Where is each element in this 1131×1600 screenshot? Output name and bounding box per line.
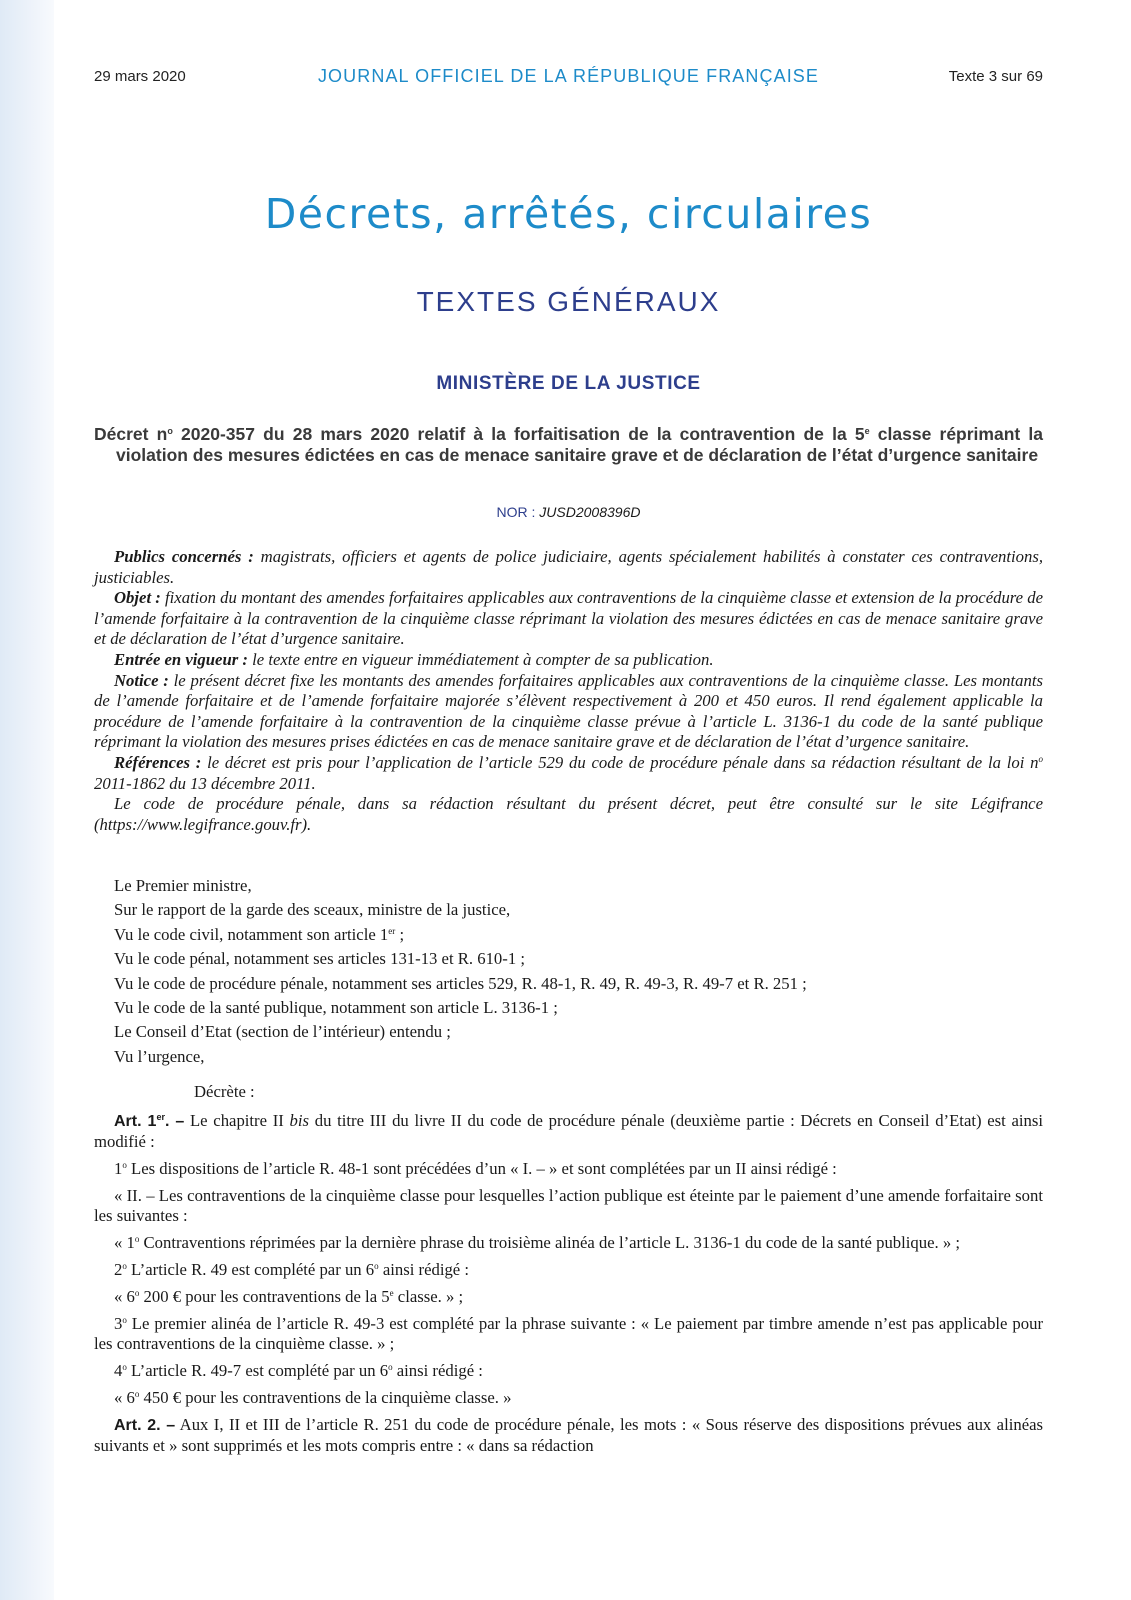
notice-paragraph-notice <box>94 671 1043 753</box>
page-margin-band <box>0 0 54 1600</box>
subsection-title: TEXTES GÉNÉRAUX <box>416 286 721 317</box>
notice-paragraph-legifrance <box>94 794 1043 835</box>
superscript: o <box>122 1261 127 1271</box>
visa-line: Le Premier ministre, <box>114 876 252 895</box>
article-text: 2 <box>114 1260 123 1279</box>
article-text: Aux I, II et III de l’article R. 251 du code de procédure pénale, les mots : « Sous réserve des dispositions prévues aux alinéas suivants et » sont supprimés et les mots compris entre : « dans sa rédaction <box>94 1415 1044 1455</box>
article-paragraph <box>94 1260 1043 1280</box>
notice-text: magistrats, officiers et agents de police judiciaire, agents spécialement habilités à constater ces contraventions, justiciables. <box>94 547 1043 587</box>
notice-text: le texte entre en vigueur immédiatement à compter de sa publication. <box>247 649 714 669</box>
article-text: 200 € pour les contraventions de la 5 <box>139 1287 390 1306</box>
notice-paragraph-entree <box>94 650 1043 671</box>
superscript: o <box>167 426 173 436</box>
article-1-intro <box>94 1111 1043 1152</box>
notice-paragraph-publics <box>94 547 1043 588</box>
publication-date: 29 mars 2020 <box>94 68 186 85</box>
superscript: o <box>122 1315 127 1325</box>
superscript: o <box>388 1362 393 1372</box>
visa-line: Le Conseil d’Etat (section de l’intérieur) entendu ; <box>114 1022 451 1042</box>
ministry-heading: MINISTÈRE DE LA JUSTICE <box>436 373 701 394</box>
notice-label: Publics concernés : <box>114 547 254 566</box>
superscript: er <box>388 925 396 936</box>
article-label <box>114 1113 184 1130</box>
articles-block <box>94 1111 1043 1463</box>
notice-label: Notice : <box>114 670 169 690</box>
notice-paragraph-references <box>94 753 1043 794</box>
notice-text: fixation du montant des amendes forfaitaires applicables aux contraventions de la cinquième classe et extension de la procédure de l’amende forfaitaire à la contravention de la cinquième classe réprimant la violation des mesures édictées en cas de menace sanitaire grave et de déclaration de l’état d’urgence sanitaire. <box>94 588 1044 649</box>
decree-title-part: Décret n <box>94 424 168 444</box>
decrete-formula: Décrète : <box>194 1082 255 1101</box>
superscript: er <box>156 1112 165 1122</box>
article-text: « 1 <box>114 1233 135 1252</box>
page-indicator: Texte 3 sur 69 <box>948 68 1043 85</box>
article-text: Contraventions réprimées par la dernière phrase du troisième alinéa de l’article L. 3136-1 du code de la santé publique. » ; <box>139 1233 960 1252</box>
visa-line: Vu le code de la santé publique, notamment son article L. 3136-1 ; <box>114 998 558 1018</box>
visa-text: Vu le code civil, notamment son article 1 <box>114 924 389 944</box>
article-paragraph: « II. – Les contraventions de la cinquième classe pour lesquelles l’action publique est éteinte par le paiement d’une amende forfaitaire sont les suivantes : <box>94 1186 1043 1225</box>
notice-text: le présent décret fixe les montants des amendes forfaitaires applicables aux contraventions de la cinquième classe. Les montants de l’amende forfaitaire et de l’amende forfaitaire majorée s’élèvent respectivement à 200 et 450 euros. Il rend également applicable la procédure de l’amende forfaitaire à la contravention de la cinquième classe prévue à l’article L. 3136-1 du code de la santé publique réprimant la violation des mesures prises édictées en cas de menace sanitaire grave et de déclaration de l’état d’urgence sanitaire. <box>94 670 1043 752</box>
article-text-italic: bis <box>289 1111 310 1130</box>
article-text: 4 <box>114 1361 123 1380</box>
notice-text: 2011-1862 du 13 décembre 2011. <box>94 773 316 793</box>
running-header <box>94 66 1043 90</box>
article-text: L’article R. 49-7 est complété par un 6 <box>126 1361 389 1380</box>
notice-paragraph-objet <box>94 588 1043 650</box>
superscript: e <box>389 1288 394 1298</box>
article-paragraph <box>94 1287 1043 1307</box>
article-paragraph <box>94 1314 1043 1354</box>
nor-label: NOR : <box>496 504 540 520</box>
visa-text: ; <box>395 924 405 944</box>
article-text: ainsi rédigé : <box>392 1361 483 1380</box>
superscript: o <box>122 1160 127 1170</box>
article-label: Art. 2. – <box>114 1417 176 1434</box>
visa-line: Vu le code pénal, notamment ses articles 131-13 et R. 610-1 ; <box>114 949 525 969</box>
superscript: o <box>1038 753 1043 764</box>
superscript: e <box>864 426 870 436</box>
decree-title-part: classe réprimant la violation des mesures édictées en cas de menace sanitaire grave et de déclaration de l’état d’urgence sanitaire <box>116 424 1044 465</box>
notice-text: Le code de procédure pénale, dans sa rédaction résultant du présent décret, peut être consulté sur le site Légifrance (https://www.legifrance.gouv.fr). <box>94 794 1043 834</box>
notice-text: le décret est pris pour l’application de l’article 529 du code de procédure pénale dans sa rédaction résultant de la loi n <box>201 752 1039 772</box>
visas-block <box>94 874 1043 1069</box>
article-text: 1 <box>114 1159 123 1178</box>
visa-line <box>94 923 1043 947</box>
journal-name: JOURNAL OFFICIEL DE LA RÉPUBLIQUE FRANÇAISE <box>317 66 820 86</box>
section-title: Décrets, arrêtés, circulaires <box>264 190 873 238</box>
superscript: o <box>374 1261 379 1271</box>
article-label-text: . – <box>164 1113 185 1130</box>
article-text: 3 <box>114 1314 123 1333</box>
superscript: o <box>134 1234 140 1244</box>
article-text: du titre III du livre II du code de procédure pénale (deuxième partie : Décrets en Conseil d’Etat) est ainsi modifié : <box>94 1111 1043 1151</box>
visa-line: Sur le rapport de la garde des sceaux, ministre de la justice, <box>114 900 511 920</box>
article-paragraph <box>94 1361 1043 1381</box>
superscript: o <box>122 1362 127 1372</box>
nor-reference <box>94 504 1043 520</box>
article-text: Les dispositions de l’article R. 48-1 sont précédées d’un « I. – » et sont complétées par un II ainsi rédigé : <box>126 1159 837 1178</box>
nor-code: JUSD2008396D <box>539 504 641 520</box>
superscript: o <box>134 1288 140 1298</box>
visa-line: Vu l’urgence, <box>114 1046 205 1066</box>
article-label-text: Art. 1 <box>114 1113 157 1130</box>
decree-title <box>94 424 1043 466</box>
article-paragraph <box>94 1159 1043 1179</box>
article-paragraph <box>94 1233 1043 1253</box>
notice-label: Entrée en vigueur : <box>114 649 248 669</box>
decree-title-part: 2020-357 du 28 mars 2020 relatif à la forfaitisation de la contravention de la 5 <box>172 424 865 444</box>
article-paragraph <box>94 1388 1043 1408</box>
article-text: Le chapitre II <box>184 1111 290 1130</box>
article-text: L’article R. 49 est complété par un 6 <box>126 1260 375 1279</box>
article-text: Le premier alinéa de l’article R. 49-3 est complété par la phrase suivante : « Le paiement par timbre amende n’est pas applicable pour les contraventions de la cinquième classe. » ; <box>94 1314 1043 1353</box>
notice-label: Références : <box>114 752 202 772</box>
article-text: 450 € pour les contraventions de la cinquième classe. » <box>139 1388 512 1407</box>
superscript: o <box>134 1389 140 1399</box>
article-text: « 6 <box>114 1287 135 1306</box>
article-text: ainsi rédigé : <box>378 1260 470 1279</box>
journal-page <box>94 0 1043 1600</box>
article-2 <box>94 1415 1043 1456</box>
visa-line: Vu le code de procédure pénale, notamment ses articles 529, R. 48-1, R. 49, R. 49-3, R. 49-7 et R. 251 ; <box>114 973 807 993</box>
article-text: classe. » ; <box>393 1287 464 1306</box>
notice-label: Objet : <box>114 588 161 608</box>
article-text: « 6 <box>114 1388 135 1407</box>
explanatory-notice <box>94 547 1043 835</box>
